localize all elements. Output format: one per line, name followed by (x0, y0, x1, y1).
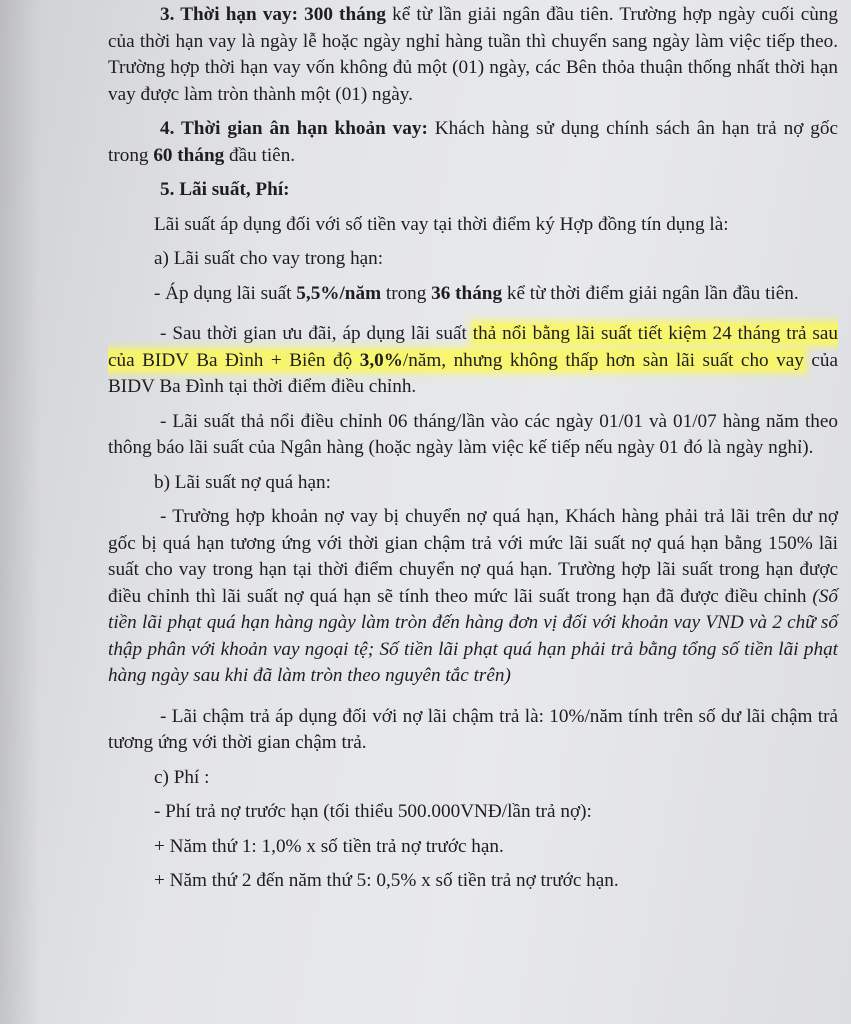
contract-text (108, 2, 838, 895)
preferential-rate: 5,5%/năm (296, 282, 382, 304)
clause-a2-pre: - Sau thời gian ưu đãi, áp dụng lãi suất (160, 323, 467, 344)
rate-margin: 3,0% (359, 349, 403, 371)
section-4-heading: Thời gian ân hạn khoản vay: (180, 118, 428, 139)
clause-c3: + Năm thứ 2 đến năm thứ 5: 0,5% x số tiền trả nợ trước hạn. (154, 870, 619, 891)
clause-a2-highlight-1: thả nổi bằng lãi suất tiết kiệm 24 tháng trả sau của BIDV Ba Đình + Biên độ (108, 323, 838, 371)
clause-a3: - Lãi suất thả nổi điều chỉnh 06 tháng/lần vào các ngày 01/01 và 01/07 hàng năm theo thông báo lãi suất của Ngân hàng (hoặc ngày làm việc kế tiếp nếu ngày 01 đó là ngày nghỉ). (108, 410, 838, 458)
section-3-text: kể từ lần giải ngân đầu tiên. Trường hợp ngày cuối cùng của thời hạn vay là ngày lễ hoặc ngày nghỉ hàng tuần thì chuyển sang ngày làm việc tiếp theo. Trường hợp thời hạn vay vốn không đủ một (01) ngày, các Bên thỏa thuận thống nhất thời hạn vay được làm tròn thành một (01) ngày. (108, 4, 839, 105)
subsection-a-title: a) Lãi suất cho vay trong hạn: (154, 248, 384, 269)
clause-b1-text: - Trường hợp khoản nợ vay bị chuyển nợ quá hạn, Khách hàng phải trả lãi trên dư nợ gốc bị quá hạn tương ứng với thời gian chậm trả với mức lãi suất nợ quá hạn bằng 150% lãi suất cho vay trong hạn tại thời điểm chuyển nợ quá hạn. Trường hợp lãi suất trong hạn được điều chỉnh thì lãi suất nợ quá hạn sẽ tính theo mức lãi suất trong hạn đã được điều chỉnh (108, 506, 838, 607)
section-3-heading: Thời hạn vay: (180, 4, 298, 25)
clause-c1: - Phí trả nợ trước hạn (tối thiểu 500.000VNĐ/lần trả nợ): (154, 801, 592, 822)
page-shadow (0, 0, 40, 1024)
section-4-paragraph (108, 116, 838, 169)
clause-b2: - Lãi chậm trả áp dụng đối với nợ lãi chậm trả là: 10%/năm tính trên số dư lãi chậm trả tương ứng với thời gian chậm trả. (108, 705, 838, 753)
section-4-text-b: đầu tiên. (229, 144, 296, 166)
clause-a1-mid: trong (385, 282, 427, 304)
section-4-text-a: Khách hàng sử dụng chính sách ân hạn trả nợ gốc trong (108, 118, 838, 166)
preferential-term: 36 tháng (431, 282, 503, 304)
section-5-intro: Lãi suất áp dụng đối với số tiền vay tại thời điểm ký Hợp đồng tín dụng là: (154, 213, 729, 235)
clause-a1-pre: - Áp dụng lãi suất (154, 282, 292, 304)
section-5-heading (108, 177, 838, 204)
section-3-number: 3. (160, 4, 175, 25)
loan-term: 300 tháng (304, 4, 386, 25)
clause-a1 (108, 281, 838, 308)
grace-period-term: 60 tháng (153, 144, 225, 166)
section-3-paragraph (108, 2, 838, 108)
subsection-c-title: c) Phí : (154, 766, 210, 788)
clause-a2-post: của BIDV Ba Đình tại thời điểm điều chỉnh. (108, 349, 838, 397)
subsection-b-title: b) Lãi suất nợ quá hạn: (154, 471, 331, 493)
clause-a2-highlight-2: /năm, nhưng không thấp hơn sàn lãi suất cho vay (402, 349, 804, 371)
clause-a1-post: kể từ thời điểm giải ngân lần đầu tiên. (506, 282, 799, 304)
clause-a2 (108, 321, 838, 401)
clause-b1 (108, 504, 838, 690)
clause-c2: + Năm thứ 1: 1,0% x số tiền trả nợ trước hạn. (154, 835, 504, 857)
section-4-number: 4. (160, 118, 175, 139)
clause-b1-italic-note: (Số tiền lãi phạt quá hạn hàng ngày làm tròn đến hàng đơn vị đối với khoản vay VND và 2 chữ số thập phân với khoản vay ngoại tệ; Số tiền lãi phạt quá hạn phải trả bằng tổng số tiền lãi phạt hàng ngày sau khi đã làm tròn theo nguyên tắc trên) (108, 585, 838, 686)
section-5-heading-text: 5. Lãi suất, Phí: (160, 179, 290, 200)
